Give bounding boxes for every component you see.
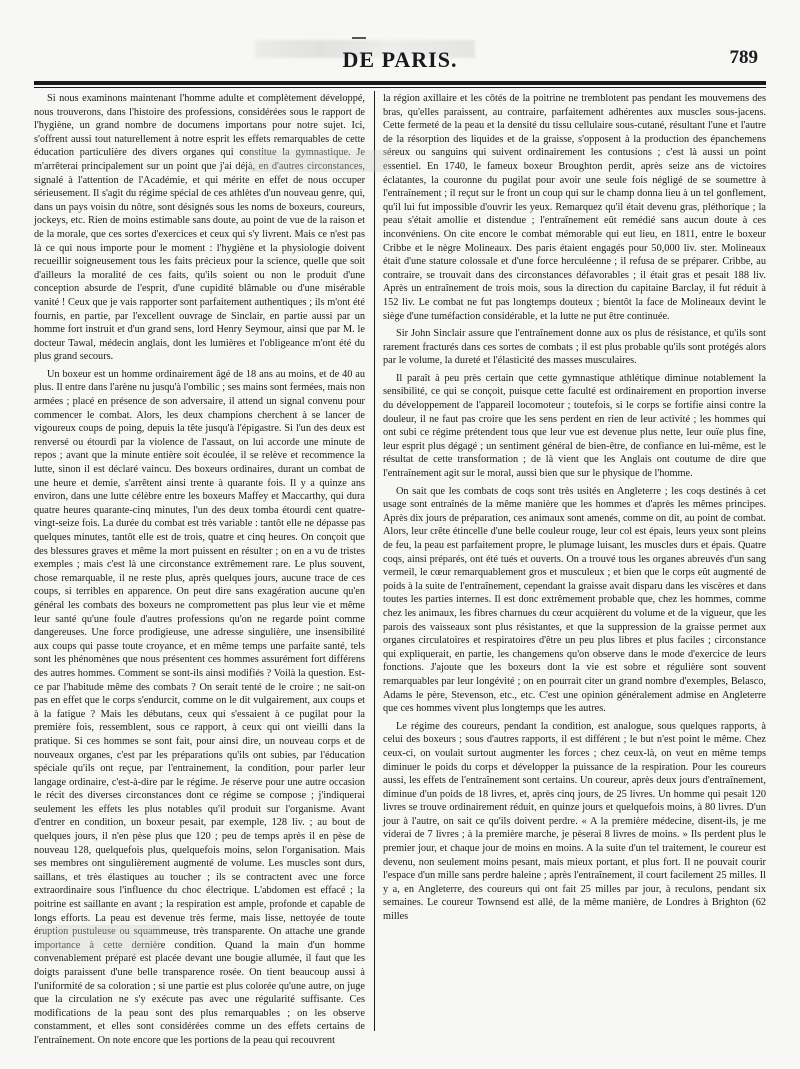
paragraph: Sir John Sinclair assure que l'entraînement donne aux os plus de résistance, et qu'ils sont rarement fracturés dans ces sortes de combats ; il est plus probable qu'ils sont protégés alors par le volume, la dureté et l'élasticité des masses musculaires. [383, 328, 766, 367]
paragraph: On sait que les combats de coqs sont très usités en Angleterre ; les coqs destinés à cet usage sont entraînés de la même manière que les hommes et d'après les mêmes principes. Après dix jours de préparation, ces animaux sont amenés, comme on dit, au point de combat. Alors, leur crête étincelle d'une belle couleur rouge, leur col est épais, leurs yeux sont pleins de feu, la peau est parfaitement propre, le plumage luisant, les muscles durs et épais. Quatre coqs, ainsi préparés, ont été tués et ouverts. On a trouvé tous les organes abreuvés d'un sang vermeil, le cœur remarquablement gros et musculeux ; et bien que le corps eût augmenté de poids à la suite de l'entraînement, cependant la graisse avait disparu dans les viscères et dans toutes les parties internes. Il est donc extrêmement probable que, chez les hommes, comme chez les animaux, les fibres charnues du cœur acquièrent du volume et de la vigueur, que les parois des vaisseaux sont plus résistantes, et que la suppression de la graisse permet aux organes circulatoires et respiratoires d'être un peu plus libres et plus faciles ; circonstance qui expliquerait, en partie, les changemens qu'on observe dans le mode d'exercice de leurs fonctions. J'ajoute que les boxeurs dont la vie est sobre et régulière sont souvent remarquables par leur longévité ; on en pourrait citer un grand nombre d'exemples, Belasco, Adams le père, Stevenson, etc., etc. C'est une opinion généralement admise en Angleterre que ces hommes vivent plus longtemps que les autres. [383, 485, 766, 715]
top-dash-mark [352, 37, 366, 39]
paragraph: Un boxeur est un homme ordinairement âgé de 18 ans au moins, et de 40 au plus. Il entre dans l'arène nu jusqu'à l'ombilic ; ses mains sont fermées, mais non armées ; placé en présence de son adversaire, il attend un signal convenu pour commencer le combat. Alors, les deux champions cherchent à se lancer de vigoureux coups de poing, depuis la tête jusqu'à l'épigastre. Si l'un des deux est renversé ou étourdi par la violence de l'assaut, on lui accorde une minute de repos ; avant que la minute entière soit écoulée, il se relève et recommence la lutte, sinon il est déclaré vaincu. Des boxeurs ordinaires, durant un combat de une heure et demie, s'arrêtent ainsi trente à quarante fois. Il y a quinze ans environ, dans une lutte célèbre entre les boxeurs Maffey et Maccarthy, qui dura quatre heures quarante-cinq minutes, l'un des deux tomba étourdi cent quatre-vingt-seize fois. La durée du combat est très variable : tantôt elle ne dépasse pas quelques minutes, tantôt elle est de trois, quatre et cinq heures. On conçoit que des blessures graves et même la mort puissent en résulter ; on en a vu de tristes exemples ; mais c'est là une circonstance extrêmement rare. Le plus souvent, chose remarquable, il ne reste plus, après quelques jours, aucune trace de ces coups, si terribles en apparence. On peut dire sans exagération aucune qu'en général les combats des boxeurs ne compromettent pas plus leur vie et même leur santé qu'une foule d'autres professions qu'on ne regarde point comme dangereuses. Une force prodigieuse, une adresse singulière, une insensibilité aux coups qui passe toute croyance, et en même temps une parfaite santé, tels sont les phénomènes que nous présentent ces hommes assurément fort différens des autres hommes. Comment se sont-ils ainsi modifiés ? Voilà la question. Est-ce par l'habitude même des combats ? On serait tenté de le croire ; ne sait-on pas en effet que le corps s'endurcit, comme on le dit vulgairement, aux coups et à la fatigue ? Mais les débutans, ceux qui s'essaient à ce pugilat pour la première fois, ressemblent, sous ce rapport, à ceux qui ont vieilli dans la pratique. Si ces hommes se sont fait, pour ainsi dire, un nouveau corps et de nouveaux organes, c'est par les préparations qu'ils ont subies, par l'éducation spéciale qu'ils ont reçue, par l'entrainement, la condition, pour parler leur langage ordinaire, c'est-à-dire par le régime. Je réserve pour une autre occasion le récit des diverses circonstances dont ce régime se compose ; j'indiquerai seulement les effets les plus notables qu'il produit sur l'organisme. Avant d'entrer en condition, un boxeur pesait, par exemple, 128 liv. ; au bout de quelques jours, il n'en pèse plus que 120 ; peu de temps après il en pèse de nouveau 128, quelquefois plus, quelquefois moins, selon l'organisation. Mais ses membres ont singulièrement augmenté de volume. Les muscles sont durs, saillans, et très élastiques au toucher ; ils se contractent avec une force extraordinaire sous l'influence du choc électrique. L'abdomen est effacé ; la poitrine est saillante en avant ; la respiration est ample, profonde et capable de longs efforts. La peau est devenue très ferme, mais lisse, nettoyée de toute éruption pustuleuse ou squammeuse, très transparente. On attache une grande importance à cette dernière condition. Quand la main d'un homme convenablement préparé est placée devant une bougie allumée, il faut que les doigts paraissent d'une belle transparence rosée. On tient beaucoup aussi à l'uniformité de sa coloration ; si une partie est plus colorée qu'une autre, on juge que la circulation ne s'y exécute pas avec une régularité suffisante. Ces modifications de la peau sont des plus remarquables ; on les observe constamment, et elles sont considérées comme un des effets certains de l'entraînement. On note encore que les portions de la peau qui recouvrent [34, 368, 365, 1046]
running-head-title: DE PARIS. [342, 47, 458, 72]
header-rule-thick [34, 81, 766, 85]
paragraph: Le régime des coureurs, pendant la condition, est analogue, sous quelques rapports, à celui des boxeurs ; sous d'autres rapports, il est différent ; le but n'est point le même. Chez ceux-ci, on voulait surtout augmenter les forces ; chez ceux-là, on veut en même temps diminuer le poids du corps et développer la puissance de la respiration. Pour les coureurs aussi, les effets de l'entraînement sont certains. Un coureur, après deux jours d'entraînement, diminue d'un poids de 18 livres, et, après cinq jours, de 25 livres. Un homme qui pesait 120 livres se trouve ordinairement réduit, en quinze jours et quelquefois moins, à 80 livres. D'un jour à l'autre, on sait ce qu'ils doivent perdre. « A la première médecine, disent-ils, je me viderai de 7 livres ; à la première marche, je pèserai 8 livres de moins. » Ils perdent plus le premier jour, et chaque jour de moins en moins. A la suite d'un tel traitement, le coureur est devenu, non seulement moins pesant, mais mieux portant, et plus fort. Il ne pouvait courir l'espace d'un mille sans perdre haleine ; après l'entraînement, il court facilement 25 milles. Il y a, en Angleterre, des coureurs qui ont fait 25 milles par jour, à reculons, pendant six semaines. Le coureur Townsend est allé, de la même manière, de Londres à Brighton (62 milles [383, 720, 766, 923]
column-divider [374, 91, 375, 1031]
left-column [34, 92, 365, 1046]
paragraph: la région axillaire et les côtés de la poitrine ne tremblotent pas pendant les mouvemens des bras, qu'elles paraissent, au contraire, parfaitement adhérentes aux muscles sous-jacens. Cette fermeté de la peau et la densité du tissu cellulaire sous-cutané, résultant l'une et l'autre de la résorption des liquides et de la graisse, s'opposent à la production des épanchemens séreux ou sanguins qui suivent ordinairement les contusions ; c'est là aussi un point essentiel. En 1740, le fameux boxeur Broughton perdit, après seize ans de victoires éclatantes, la couronne du pugilat pour avoir une seule fois négligé de se soumettre à l'entraînement ; il reçut sur le front un coup qui sur le champ donna lieu à un tel gonflement, qu'il lui fut impossible d'ouvrir les yeux. Remarquez qu'il était devenu gras, pléthorique ; la peau s'était amollie et distendue ; l'entraînement eût remédié sans aucun doute à ces inconvéniens. On cite encore le combat mémorable qui eut lieu, en 1811, entre le boxeur Cribbe et le nègre Molineaux. Des paris étaient engagés pour 50,000 liv. ster. Molineaux était d'une stature colossale et d'une force herculéenne ; il refusa de se préparer. Cribbe, au contraire, se trouvait dans des circonstances défavorables ; il était gras et pesait 188 liv. Après un entraînement de trois mois, sous la direction du capitaine Barclay, il fut réduit à 152 liv. Le combat ne fut pas longtemps douteux ; bientôt la face de Molineaux devint le siège d'une tuméfaction considérable, et la lutte ne put être continuée. [383, 93, 766, 322]
paragraph: Il paraît à peu près certain que cette gymnastique athlétique diminue notablement la sensibilité, ce qui se conçoit, puisque cette faculté est ordinairement en proportion inverse du développement de l'appareil locomoteur ; toutefois, si le corps se fortifie ainsi contre la douleur, il ne faut pas croire que les sens perdent en rien de leur activité ; les hommes qui ont subi ce régime prétendent tous que leur vue est devenue plus nette, leur ouïe plus fine, leur esprit plus dégagé ; un sentiment général de bien-être, de confiance en lui-même, est le résultat de cette transformation ; de là vient que les Anglais ont coutume de dire que l'entraînement agit sur le moral, aussi bien que sur le physique de l'homme. [383, 372, 766, 480]
header-rule-thin [34, 87, 766, 88]
paper-scuff [40, 925, 160, 955]
paper-scuff [250, 150, 390, 172]
right-column [383, 92, 766, 1032]
paragraph: Si nous examinons maintenant l'homme adulte et complètement développé, nous trouverons, dans l'histoire des professions, considérées sous le rapport de l'hygiène, un grand nombre de documens importans pour notre sujet. Ici, s'offrent aussi tout naturellement à notre esprit les effets remarquables de cette éducation particulière des divers organes qui constitue la gymnastique. Je m'arrêterai principalement sur un point que j'ai déjà, en d'autres circonstances, signalé à l'attention de l'Académie, et qui mérite en effet de nous occuper sérieusement. Il s'agit du régime spécial de ces athlètes d'un nouveau genre, qui, dans un pays voisin du nôtre, sont désignés sous les noms de boxeurs, coureurs, jockeys, etc. Rien de moins estimable sans doute, au point de vue de la raison et de la morale, que ces sortes d'exercices et ceux qui s'y livrent. Mais ce n'est pas là ce qui nous importe pour le moment : l'hygiène et la physiologie doivent recueillir soigneusement tous les faits précieux pour la science, quelle que soit d'ailleurs la moralité de ces faits, qu'ils soient ou non le produit d'une conception absurde de l'esprit, d'une cupidité blâmable ou d'une misérable vanité ! Ceux que je vais rapporter sont parfaitement authentiques ; ils m'ont été fournis, en partie, par l'excellent ouvrage de Sinclair, en partie aussi par un homme fort instruit et d'un grand sens, lord Henry Seymour, ainsi que par M. le docteur Tawal, médecin anglais, dont les lumières et l'obligeance m'ont été du plus grand secours. [34, 93, 365, 363]
page-number: 789 [729, 47, 758, 68]
